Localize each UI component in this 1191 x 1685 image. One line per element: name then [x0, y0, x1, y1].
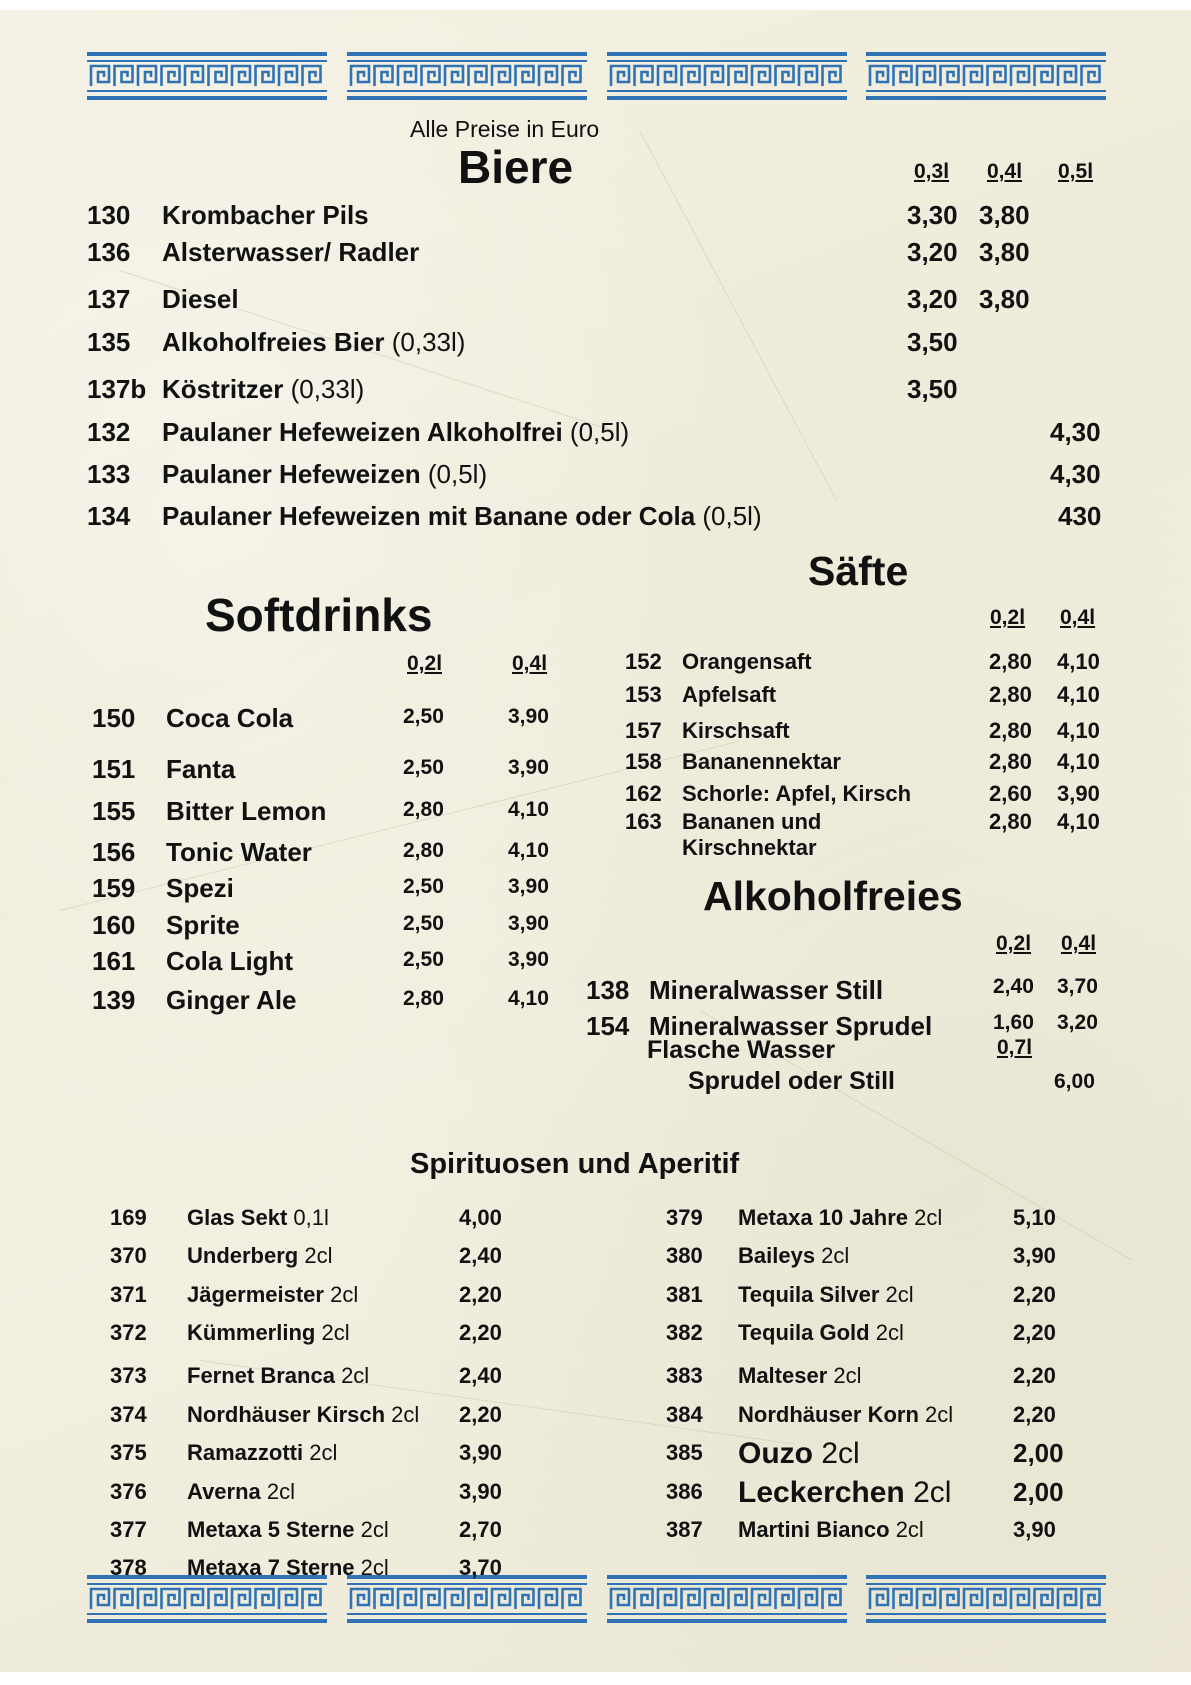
spirit-num: 372	[110, 1320, 147, 1345]
softdrink-price-02: 2,80	[403, 798, 444, 821]
beer-price-03: 3,20	[907, 237, 958, 267]
item-name: Fernet Branca	[187, 1363, 335, 1388]
beer-price-03: 3,30	[907, 200, 958, 230]
water-num: 154	[586, 1011, 630, 1041]
juice-price-02: 2,60	[989, 781, 1032, 806]
softdrink-price-04: 4,10	[508, 839, 549, 862]
beer-num: 133	[87, 459, 131, 489]
spirit-num: 381	[666, 1282, 703, 1307]
beer-name	[162, 417, 629, 448]
item-size: 2cl	[815, 1243, 850, 1268]
spirit-name	[187, 1320, 350, 1346]
softdrink-num: 151	[92, 754, 136, 784]
softdrink-price-04: 3,90	[508, 756, 549, 779]
juice-price-02: 2,80	[989, 809, 1032, 834]
item-size: 2cl	[323, 1282, 359, 1307]
juice-price-02: 2,80	[989, 718, 1032, 743]
juice-price-02: 2,80	[989, 749, 1032, 774]
spirit-price: 2,20	[459, 1402, 502, 1427]
juice-num: 157	[625, 718, 662, 743]
item-size: 2cl	[298, 1243, 333, 1268]
spirit-name	[738, 1205, 942, 1231]
softdrink-num: 155	[92, 796, 136, 826]
juice-name: Orangensaft	[682, 649, 812, 674]
item-name: Alsterwasser/ Radler	[162, 237, 420, 267]
water-price-04: 3,20	[1057, 1011, 1098, 1034]
item-name: Metaxa 5 Sterne	[187, 1517, 355, 1542]
item-size: 2cl	[385, 1402, 420, 1427]
spirit-price: 2,70	[459, 1517, 502, 1542]
softdrink-name: Ginger Ale	[166, 985, 297, 1015]
softdrink-price-04: 4,10	[508, 987, 549, 1010]
spirit-price: 2,20	[1013, 1402, 1056, 1427]
spirit-name	[738, 1320, 904, 1346]
item-name: Paulaner Hefeweizen mit Banane oder Cola	[162, 501, 696, 531]
item-name: Paulaner Hefeweizen Alkoholfrei	[162, 417, 563, 447]
beer-num: 136	[87, 237, 131, 267]
item-name: Kümmerling	[187, 1320, 316, 1345]
item-name: Leckerchen	[738, 1476, 905, 1509]
item-size: 2cl	[908, 1205, 943, 1230]
item-name: Ouzo	[738, 1437, 813, 1470]
spirit-num: 375	[110, 1440, 147, 1465]
softdrink-name: Spezi	[166, 873, 234, 903]
softdrink-name: Tonic Water	[166, 837, 312, 867]
juice-price-02: 2,80	[989, 682, 1032, 707]
item-size: (0,5l)	[420, 459, 488, 489]
beer-name	[162, 374, 364, 405]
item-size: 2cl	[827, 1363, 862, 1388]
juice-num: 158	[625, 749, 662, 774]
spirit-num: 169	[110, 1205, 147, 1230]
beer-price-04: 3,80	[979, 200, 1030, 230]
beer-num: 137b	[87, 374, 147, 404]
beer-price-05: 430	[1058, 501, 1102, 531]
softdrink-name: Cola Light	[166, 946, 294, 976]
meander-segment	[607, 52, 847, 100]
beer-price-04: 3,80	[979, 237, 1030, 267]
softdrink-price-02: 2,50	[403, 756, 444, 779]
spirit-name	[187, 1440, 337, 1466]
spirit-name	[738, 1282, 914, 1308]
item-size: 2cl	[869, 1320, 904, 1345]
spirit-name	[738, 1437, 860, 1471]
bottle-line2: Sprudel oder Still	[688, 1067, 895, 1095]
spirit-price: 5,10	[1013, 1205, 1056, 1230]
item-name: Metaxa 7 Sterne	[187, 1555, 355, 1580]
softdrink-price-04: 3,90	[508, 705, 549, 728]
item-size: 2cl	[904, 1476, 952, 1509]
item-size: (0,5l)	[562, 417, 630, 447]
item-size: 2cl	[879, 1282, 914, 1307]
item-name: Malteser	[738, 1363, 828, 1388]
alkoholfreies-title: Alkoholfreies	[703, 873, 963, 919]
spirit-num: 384	[666, 1402, 703, 1427]
item-name: Tequila Gold	[738, 1320, 870, 1345]
spirit-price: 2,20	[459, 1320, 502, 1345]
spirit-num: 378	[110, 1555, 147, 1580]
juice-price-04: 4,10	[1057, 809, 1100, 834]
item-name: Krombacher Pils	[162, 200, 369, 230]
beer-name	[162, 327, 465, 358]
alkoholfreies-col-02: 0,2l	[996, 932, 1032, 955]
item-size: 2cl	[303, 1440, 338, 1465]
water-num: 138	[586, 975, 630, 1005]
spirit-num: 376	[110, 1479, 147, 1504]
softdrink-price-04: 4,10	[508, 798, 549, 821]
spirit-num: 386	[666, 1479, 703, 1504]
spirit-num: 387	[666, 1517, 703, 1542]
marble-vein	[639, 130, 837, 501]
spirit-price: 2,20	[1013, 1282, 1056, 1307]
water-price-02: 2,40	[993, 975, 1034, 998]
spirit-num: 373	[110, 1363, 147, 1388]
spirituosen-title: Spirituosen und Aperitif	[410, 1148, 740, 1180]
beer-price-03: 3,50	[907, 374, 958, 404]
softdrink-name: Bitter Lemon	[166, 796, 327, 826]
item-name: Baileys	[738, 1243, 816, 1268]
juice-name-line2: Kirschnektar	[682, 835, 817, 860]
spirit-price: 2,00	[1013, 1438, 1064, 1468]
item-size: 2cl	[315, 1320, 350, 1345]
item-name: Köstritzer	[162, 374, 284, 404]
beer-price-04: 3,80	[979, 284, 1030, 314]
spirit-num: 383	[666, 1363, 703, 1388]
item-size: 2cl	[334, 1363, 370, 1388]
spirit-num: 370	[110, 1243, 147, 1268]
softdrinks-col-02: 0,2l	[407, 652, 443, 675]
spirit-price: 2,20	[1013, 1363, 1056, 1388]
item-name: Nordhäuser Kirsch	[187, 1402, 386, 1427]
juice-num: 152	[625, 649, 662, 674]
spirit-name	[738, 1363, 862, 1389]
spirit-price: 4,00	[459, 1205, 502, 1230]
softdrinks-col-04: 0,4l	[512, 652, 548, 675]
bottle-line1: Flasche Wasser	[647, 1036, 836, 1064]
beer-name	[162, 200, 369, 231]
spirit-price: 2,40	[459, 1363, 502, 1388]
saefte-col-02: 0,2l	[990, 606, 1026, 629]
spirit-name	[187, 1517, 389, 1543]
item-name: Tequila Silver	[738, 1282, 880, 1307]
juice-price-02: 2,80	[989, 649, 1032, 674]
biere-col-05: 0,5l	[1058, 160, 1094, 183]
juice-num: 163	[625, 809, 662, 834]
beer-price-05: 4,30	[1050, 417, 1101, 447]
spirit-price: 2,20	[1013, 1320, 1056, 1345]
item-name: Alkoholfreies Bier	[162, 327, 385, 357]
alkoholfreies-col-04: 0,4l	[1061, 932, 1097, 955]
item-name: Ramazzotti	[187, 1440, 304, 1465]
beer-num: 132	[87, 417, 131, 447]
spirit-num: 371	[110, 1282, 147, 1307]
beer-name	[162, 237, 419, 268]
biere-col-04: 0,4l	[987, 160, 1023, 183]
meander-segment	[347, 1575, 587, 1623]
spirit-name	[187, 1555, 389, 1581]
spirit-name	[738, 1517, 924, 1543]
item-name: Nordhäuser Korn	[738, 1402, 919, 1427]
item-size: 2cl	[889, 1517, 924, 1542]
meander-segment	[87, 1575, 327, 1623]
spirit-name	[738, 1243, 849, 1269]
item-size: (0,33l)	[283, 374, 365, 404]
water-name: Mineralwasser Still	[649, 975, 884, 1005]
juice-num: 153	[625, 682, 662, 707]
meander-segment	[347, 52, 587, 100]
item-size: 0,1l	[287, 1205, 329, 1230]
softdrink-name: Coca Cola	[166, 703, 294, 733]
item-name: Diesel	[162, 284, 239, 314]
saefte-title: Säfte	[808, 548, 909, 594]
softdrink-price-04: 3,90	[508, 912, 549, 935]
bottle-price: 6,00	[1054, 1070, 1095, 1093]
softdrink-num: 139	[92, 985, 136, 1015]
water-price-02: 1,60	[993, 1011, 1034, 1034]
spirit-num: 377	[110, 1517, 147, 1542]
item-name: Underberg	[187, 1243, 299, 1268]
beer-price-05: 4,30	[1050, 459, 1101, 489]
juice-name: Kirschsaft	[682, 718, 790, 743]
spirit-price: 2,40	[459, 1243, 502, 1268]
softdrink-price-02: 2,50	[403, 912, 444, 935]
softdrink-price-02: 2,80	[403, 839, 444, 862]
item-size: (0,33l)	[384, 327, 466, 357]
spirit-num: 385	[666, 1440, 703, 1465]
juice-name: Bananennektar	[682, 749, 841, 774]
softdrink-price-02: 2,80	[403, 987, 444, 1010]
spirit-price: 3,90	[1013, 1243, 1056, 1268]
spirit-price: 3,90	[459, 1479, 502, 1504]
spirit-num: 382	[666, 1320, 703, 1345]
saefte-col-04: 0,4l	[1060, 606, 1096, 629]
item-size: 2cl	[260, 1479, 296, 1504]
beer-num: 130	[87, 200, 131, 230]
spirit-price: 2,00	[1013, 1477, 1064, 1507]
spirit-name	[187, 1402, 419, 1428]
meander-segment	[866, 1575, 1106, 1623]
softdrink-num: 156	[92, 837, 136, 867]
meander-segment	[607, 1575, 847, 1623]
beer-name	[162, 284, 239, 315]
biere-col-03: 0,3l	[914, 160, 950, 183]
meander-segment	[866, 52, 1106, 100]
softdrink-price-02: 2,50	[403, 875, 444, 898]
item-size: 2cl	[354, 1555, 389, 1580]
item-size: (0,5l)	[695, 501, 762, 531]
spirit-name	[187, 1363, 369, 1389]
softdrink-price-04: 3,90	[508, 948, 549, 971]
juice-name: Apfelsaft	[682, 682, 777, 707]
softdrink-price-02: 2,50	[403, 948, 444, 971]
spirit-price: 2,20	[459, 1282, 502, 1307]
item-name: Paulaner Hefeweizen	[162, 459, 421, 489]
juice-name: Bananen und	[682, 809, 822, 834]
beer-name	[162, 501, 762, 532]
item-size: 2cl	[813, 1437, 860, 1470]
menu-page	[0, 10, 1191, 1672]
item-name: Glas Sekt	[187, 1205, 288, 1230]
softdrink-name: Sprite	[166, 910, 240, 940]
item-size: 2cl	[354, 1517, 389, 1542]
spirit-num: 379	[666, 1205, 703, 1230]
juice-num: 162	[625, 781, 662, 806]
spirit-num: 374	[110, 1402, 147, 1427]
price-note: Alle Preise in Euro	[410, 116, 600, 142]
softdrink-price-04: 3,90	[508, 875, 549, 898]
spirit-name	[187, 1205, 329, 1231]
item-name: Averna	[187, 1479, 261, 1504]
softdrink-num: 159	[92, 873, 136, 903]
juice-price-04: 4,10	[1057, 718, 1100, 743]
water-price-04: 3,70	[1057, 975, 1098, 998]
softdrinks-title: Softdrinks	[205, 589, 433, 641]
item-name: Jägermeister	[187, 1282, 324, 1307]
softdrink-num: 160	[92, 910, 136, 940]
beer-price-03: 3,20	[907, 284, 958, 314]
spirit-name	[738, 1402, 953, 1428]
spirit-name	[187, 1479, 295, 1505]
beer-price-03: 3,50	[907, 327, 958, 357]
item-name: Martini Bianco	[738, 1517, 890, 1542]
juice-price-04: 4,10	[1057, 749, 1100, 774]
water-name: Mineralwasser Sprudel	[649, 1011, 933, 1041]
spirit-price: 3,70	[459, 1555, 502, 1580]
beer-num: 135	[87, 327, 131, 357]
softdrink-price-02: 2,50	[403, 705, 444, 728]
beer-num: 134	[87, 501, 131, 531]
juice-price-04: 4,10	[1057, 682, 1100, 707]
spirit-price: 3,90	[459, 1440, 502, 1465]
meander-segment	[87, 52, 327, 100]
beer-name	[162, 459, 487, 490]
spirit-name	[187, 1243, 333, 1269]
spirit-price: 3,90	[1013, 1517, 1056, 1542]
juice-name: Schorle: Apfel, Kirsch	[682, 781, 912, 806]
beer-num: 137	[87, 284, 131, 314]
juice-price-04: 4,10	[1057, 649, 1100, 674]
spirit-num: 380	[666, 1243, 703, 1268]
item-size: 2cl	[918, 1402, 954, 1427]
biere-title: Biere	[458, 141, 574, 193]
softdrink-num: 150	[92, 703, 136, 733]
softdrink-num: 161	[92, 946, 136, 976]
spirit-name	[187, 1282, 358, 1308]
item-name: Metaxa 10 Jahre	[738, 1205, 908, 1230]
spirit-name	[738, 1476, 951, 1510]
bottle-size: 0,7l	[997, 1036, 1033, 1059]
softdrink-name: Fanta	[166, 754, 236, 784]
juice-price-04: 3,90	[1057, 781, 1100, 806]
